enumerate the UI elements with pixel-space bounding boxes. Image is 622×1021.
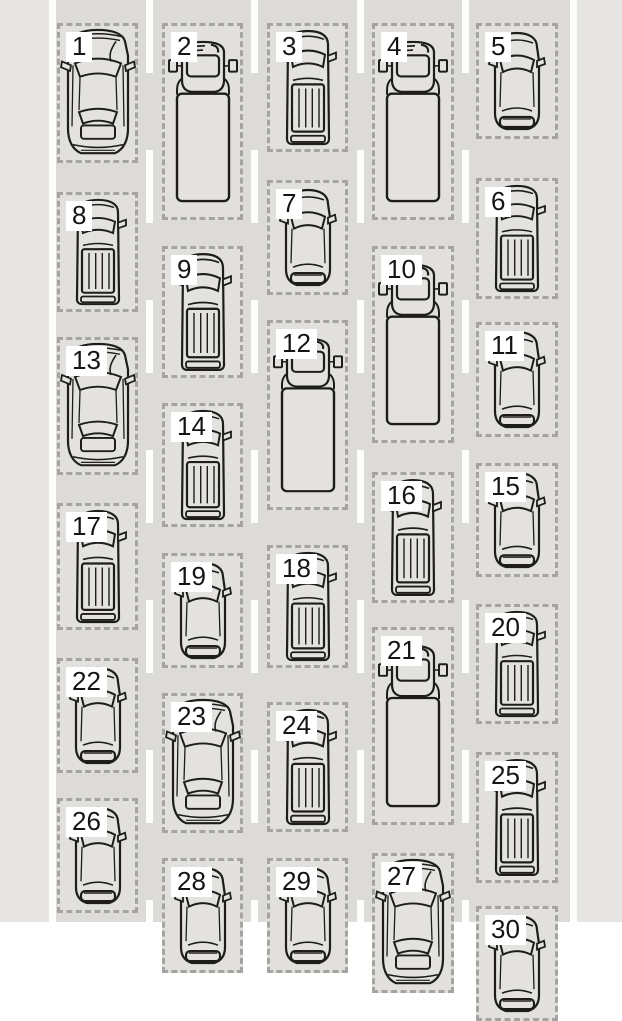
space-number-label: 1 — [66, 32, 92, 62]
vehicle-box-truck-icon — [377, 644, 449, 808]
lane-line-4 — [462, 0, 469, 922]
parking-space[interactable] — [372, 246, 454, 443]
space-number-label: 16 — [381, 481, 422, 511]
parking-space[interactable] — [267, 320, 348, 510]
parking-space[interactable] — [162, 553, 243, 668]
lane-line-1 — [146, 0, 153, 922]
space-number-label: 13 — [66, 346, 107, 376]
space-number-label: 12 — [276, 329, 317, 359]
vehicle-box-truck-icon — [377, 40, 449, 203]
space-number-label: 7 — [276, 189, 302, 219]
space-number-label: 3 — [276, 32, 302, 62]
space-number-label: 25 — [485, 761, 526, 791]
parking-space[interactable] — [476, 752, 558, 883]
parking-space[interactable] — [476, 906, 558, 1021]
parking-space[interactable] — [162, 693, 243, 833]
space-number-label: 8 — [66, 201, 92, 231]
space-number-label: 30 — [485, 915, 526, 945]
space-number-label: 27 — [381, 862, 422, 892]
curb-left — [0, 0, 49, 922]
parking-space[interactable] — [162, 246, 243, 378]
space-number-label: 20 — [485, 613, 526, 643]
space-number-label: 5 — [485, 32, 511, 62]
space-number-label: 14 — [171, 412, 212, 442]
space-number-label: 15 — [485, 472, 526, 502]
space-number-label: 21 — [381, 636, 422, 666]
space-number-label: 26 — [66, 807, 107, 837]
parking-space[interactable] — [162, 858, 243, 973]
parking-space[interactable] — [57, 503, 138, 630]
vehicle-box-truck-icon — [167, 40, 239, 203]
space-number-label: 29 — [276, 867, 317, 897]
space-number-label: 19 — [171, 562, 212, 592]
parking-space[interactable] — [267, 180, 348, 295]
parking-space[interactable] — [57, 23, 138, 163]
space-number-label: 23 — [171, 702, 212, 732]
lane-line-right-boundary — [570, 0, 577, 922]
space-number-label: 22 — [66, 667, 107, 697]
parking-space[interactable] — [476, 23, 558, 139]
lane-line-3 — [357, 0, 364, 922]
space-number-label: 6 — [485, 187, 511, 217]
parking-space[interactable] — [372, 23, 454, 220]
parking-space[interactable] — [267, 858, 348, 973]
parking-space[interactable] — [57, 658, 138, 773]
parking-space[interactable] — [372, 853, 454, 993]
space-number-label: 9 — [171, 255, 197, 285]
parking-space[interactable] — [476, 604, 558, 724]
space-number-label: 18 — [276, 554, 317, 584]
space-number-label: 28 — [171, 867, 212, 897]
parking-space[interactable] — [267, 23, 348, 152]
parking-space[interactable] — [372, 627, 454, 825]
vehicle-box-truck-icon — [377, 263, 449, 426]
space-number-label: 17 — [66, 512, 107, 542]
parking-space[interactable] — [476, 322, 558, 437]
space-number-label: 11 — [485, 331, 524, 361]
parking-space[interactable] — [57, 337, 138, 475]
parking-space[interactable] — [267, 702, 348, 832]
parking-space[interactable] — [57, 192, 138, 312]
space-number-label: 10 — [381, 255, 422, 285]
parking-space[interactable] — [267, 545, 348, 668]
curb-right — [577, 0, 622, 922]
parking-space[interactable] — [57, 798, 138, 913]
parking-space[interactable] — [476, 463, 558, 577]
lane-line-left-boundary — [49, 0, 56, 922]
parking-space[interactable] — [476, 178, 558, 299]
space-number-label: 4 — [381, 32, 407, 62]
vehicle-box-truck-icon — [272, 337, 344, 493]
space-number-label: 2 — [171, 32, 197, 62]
lane-line-2 — [251, 0, 258, 922]
parking-space[interactable] — [162, 23, 243, 220]
parking-space[interactable] — [162, 403, 243, 527]
parking-space[interactable] — [372, 472, 454, 603]
space-number-label: 24 — [276, 711, 317, 741]
